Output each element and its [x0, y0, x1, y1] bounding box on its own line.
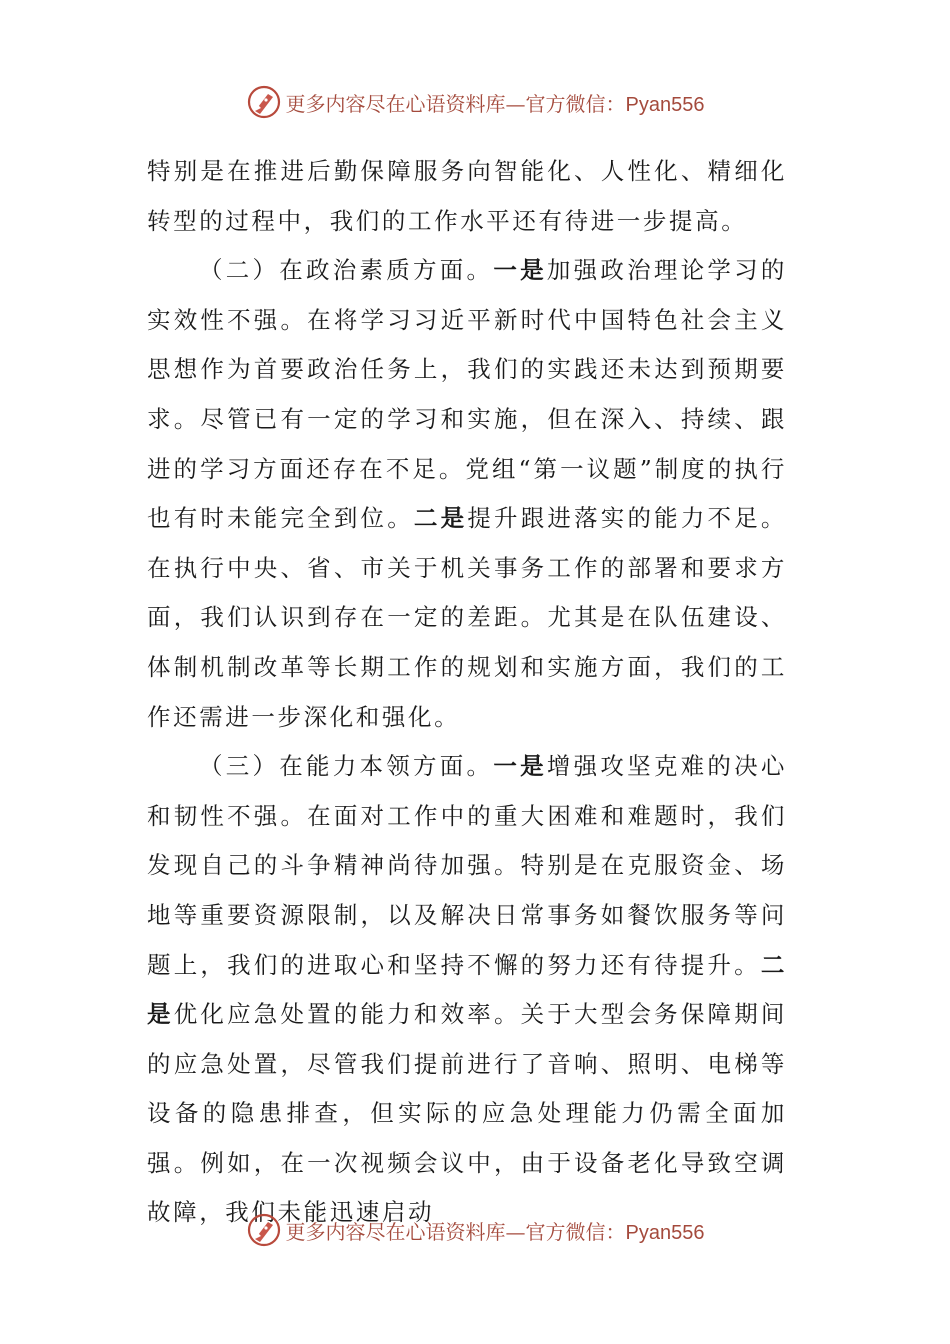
watermark-separator: —	[505, 1219, 526, 1244]
watermark-wechat-label: 官方微信：	[525, 1219, 626, 1244]
point-marker: 一是	[493, 752, 547, 781]
point-text: 提升跟进落实的能力不足。在执行中央、省、市关于机关事务工作的部署和要求方面，我们认识到存在一定的差距。尤其是在队伍建设、体制机制改革等长期工作的规划和实施方面，我们的工作还需进一步深化和强化。	[147, 504, 788, 731]
watermark-main-text: 更多内容尽在心语资料库	[285, 91, 506, 116]
footer-watermark-banner	[0, 1210, 950, 1250]
point-marker: 二是	[413, 504, 468, 533]
watermark-separator: —	[505, 91, 526, 116]
document-body	[147, 147, 787, 1238]
section-heading: （三）在能力本领方面。	[199, 752, 494, 781]
point-marker: 一是	[493, 256, 547, 285]
point-text: 优化应急处置的能力和效率。关于大型会务保障期间的应急处置，尽管我们提前进行了音响、照明、电梯等设备的隐患排查，但实际的应急处理能力仍需全面加强。例如，在一次视频会议中，由于设备老化导致空调故障，我们未能迅速启动	[147, 1000, 787, 1227]
paragraph-continuation: 特别是在推进后勤保障服务向智能化、人性化、精细化转型的过程中，我们的工作水平还有待进一步提高。	[147, 157, 787, 235]
point-marker: 二是	[147, 950, 787, 1029]
point-text: 加强政治理论学习的实效性不强。在将学习习近平新时代中国特色社会主义思想作为首要政治任务上，我们的实践还未达到预期要求。尽管已有一定的学习和实施，但在深入、持续、跟进的学习方面还存在不足。党组“第一议题”制度的执行也有时未能完全到位。	[147, 256, 787, 533]
watermark-text	[286, 88, 705, 117]
watermark-main-text: 更多内容尽在心语资料库	[285, 1219, 506, 1244]
watermark-text	[286, 1216, 705, 1245]
paragraph-political-quality	[147, 246, 787, 742]
pen-nib-logo-icon	[246, 84, 282, 120]
watermark-wechat-id: Pyan556	[625, 93, 705, 116]
header-watermark-banner	[0, 82, 950, 122]
paragraph-ability	[147, 742, 787, 1238]
section-heading: （二）在政治素质方面。	[199, 256, 494, 285]
watermark-wechat-label: 官方微信：	[525, 91, 626, 116]
watermark-wechat-id: Pyan556	[625, 1221, 705, 1244]
pen-nib-logo-icon	[246, 1212, 282, 1248]
point-text: 增强攻坚克难的决心和韧性不强。在面对工作中的重大困难和难题时，我们发现自己的斗争精神尚待加强。特别是在克服资金、场地等重要资源限制，以及解决日常事务如餐饮服务等问题上，我们的进取心和坚持不懈的努力还有待提升。	[147, 752, 787, 979]
